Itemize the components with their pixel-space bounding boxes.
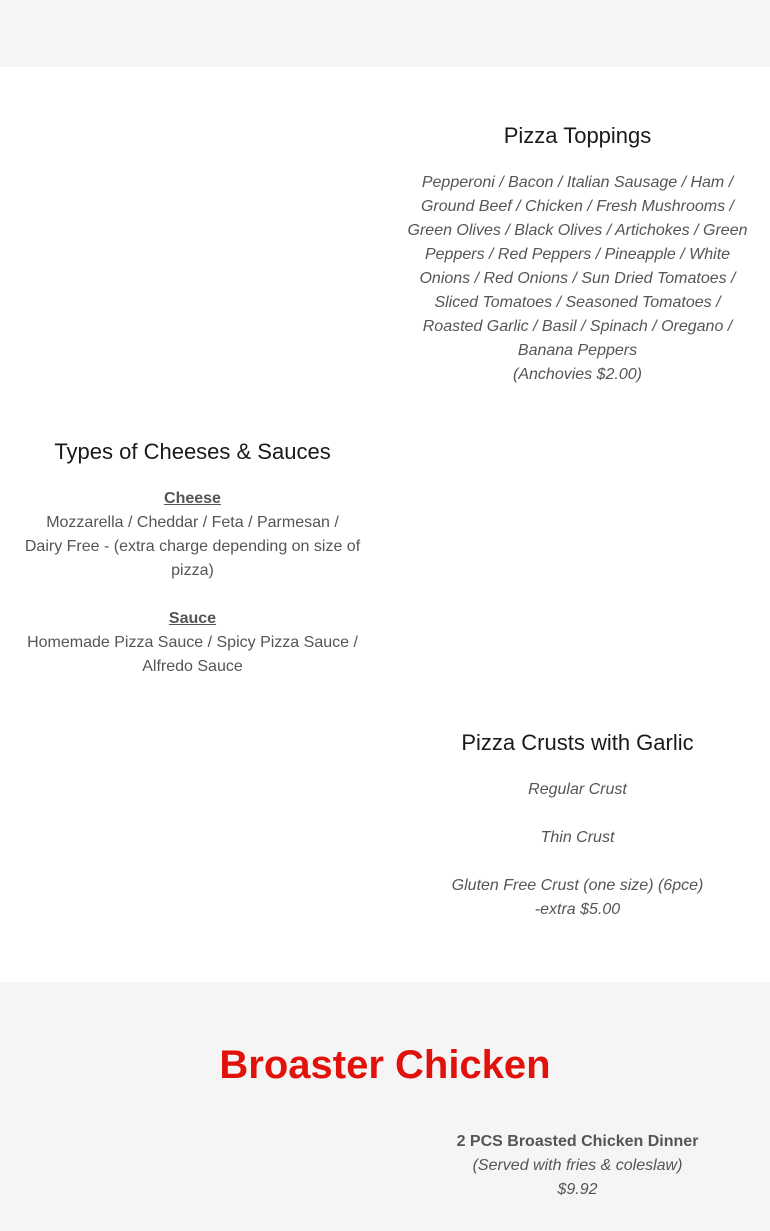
broaster-dish xyxy=(405,1130,750,1202)
cheese-line: Mozzarella / Cheddar / Feta / Parmesan / xyxy=(46,514,339,531)
toppings-list xyxy=(405,171,750,387)
crust-gluten-free-extra: -extra $5.00 xyxy=(534,901,621,918)
crust-thin: Thin Crust xyxy=(540,829,615,846)
crusts-list xyxy=(405,778,750,922)
toppings-line: Green Olives / Black Olives / Artichokes / Green xyxy=(407,222,748,239)
crusts-title: Pizza Crusts with Garlic xyxy=(461,730,694,755)
sauce-line: Homemade Pizza Sauce / Spicy Pizza Sauce / xyxy=(27,634,358,651)
toppings-line: Onions / Red Onions / Sun Dried Tomatoes / xyxy=(419,270,736,287)
cheese-label: Cheese xyxy=(164,490,221,507)
cheese-line: pizza) xyxy=(171,562,214,579)
sauce-line: Alfredo Sauce xyxy=(142,658,243,675)
toppings-line: Ground Beef / Chicken / Fresh Mushrooms / xyxy=(420,198,734,215)
crust-gluten-free: Gluten Free Crust (one size) (6pce) xyxy=(451,877,704,894)
toppings-line: Pepperoni / Bacon / Italian Sausage / Ham / xyxy=(421,174,734,191)
cheeses-content xyxy=(20,487,365,679)
toppings-block xyxy=(405,121,750,387)
cheeses-title: Types of Cheeses & Sauces xyxy=(54,439,331,464)
top-band xyxy=(0,0,770,67)
toppings-line: Peppers / Red Peppers / Pineapple / White xyxy=(424,246,731,263)
dish-name: 2 PCS Broasted Chicken Dinner xyxy=(456,1133,699,1150)
dish-description: (Served with fries & coleslaw) xyxy=(472,1157,683,1174)
sauce-label: Sauce xyxy=(168,610,217,627)
toppings-line: (Anchovies $2.00) xyxy=(513,366,642,383)
broaster-title: Broaster Chicken xyxy=(219,1043,551,1087)
crust-regular: Regular Crust xyxy=(528,781,627,798)
toppings-title: Pizza Toppings xyxy=(503,123,652,148)
cheeses-block xyxy=(20,437,365,679)
toppings-line: Sliced Tomatoes / Seasoned Tomatoes / xyxy=(434,294,721,311)
dish-price: $9.92 xyxy=(557,1181,598,1198)
toppings-line: Roasted Garlic / Basil / Spinach / Oregano / xyxy=(422,318,733,335)
toppings-line: Banana Peppers xyxy=(517,342,638,359)
crusts-block xyxy=(405,728,750,922)
cheese-line: Dairy Free - (extra charge depending on size of xyxy=(24,538,361,555)
